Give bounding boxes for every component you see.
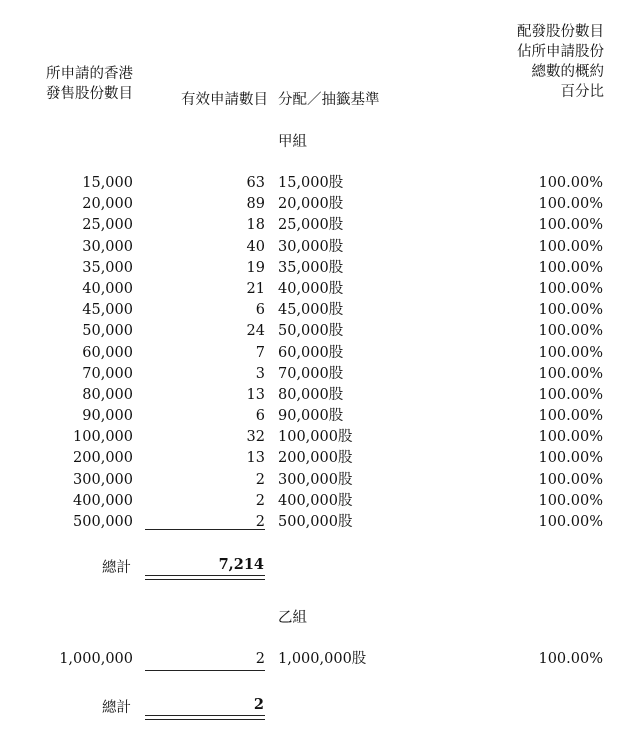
valid-applications-cell: 32 [246, 429, 265, 446]
table-row [0, 385, 630, 406]
table-row [0, 279, 630, 300]
header-approx-percentage-line2: 佔所申請股份 [517, 44, 604, 60]
valid-applications-cell: 2 [255, 492, 265, 509]
table-row [0, 343, 630, 364]
percentage-cell: 100.00% [538, 196, 603, 213]
percentage-cell: 100.00% [538, 217, 603, 234]
percentage-cell: 100.00% [538, 429, 603, 446]
valid-applications-cell: 6 [255, 302, 265, 319]
header-valid-applications: 有效申請數目 [181, 92, 268, 108]
basis-cell: 40,000股 [278, 280, 344, 297]
header-approx-percentage-line4: 百分比 [560, 84, 604, 100]
applied-shares-cell: 20,000 [82, 196, 133, 213]
basis-cell: 90,000股 [278, 408, 344, 425]
basis-cell: 80,000股 [278, 386, 344, 403]
group-b-table [0, 649, 630, 670]
group-a-title: 甲組 [278, 134, 307, 150]
percentage-cell: 100.00% [538, 408, 603, 425]
group-b-total-value: 2 [253, 696, 264, 713]
table-row [0, 194, 630, 215]
valid-applications-cell: 21 [246, 280, 265, 297]
header-applied-shares-line2: 發售股份數目 [46, 86, 133, 102]
percentage-cell: 100.00% [538, 175, 603, 191]
group-a-table [0, 173, 630, 533]
percentage-cell: 100.00% [538, 471, 603, 488]
percentage-cell: 100.00% [538, 450, 603, 467]
valid-applications-cell: 19 [246, 259, 265, 276]
basis-cell: 15,000股 [278, 175, 344, 191]
valid-applications-cell: 24 [246, 323, 265, 340]
applied-shares-cell: 300,000 [73, 471, 133, 488]
percentage-cell: 100.00% [538, 280, 603, 297]
valid-applications-cell: 7 [255, 344, 265, 361]
table-row [0, 237, 630, 258]
basis-cell: 1,000,000股 [278, 651, 367, 667]
basis-cell: 25,000股 [278, 217, 344, 234]
table-row [0, 427, 630, 448]
percentage-cell: 100.00% [538, 344, 603, 361]
table-row [0, 321, 630, 342]
valid-applications-cell: 40 [246, 238, 265, 255]
percentage-cell: 100.00% [538, 302, 603, 319]
table-row [0, 470, 630, 491]
applied-shares-cell: 100,000 [73, 429, 133, 446]
applied-shares-cell: 50,000 [82, 323, 133, 340]
percentage-cell: 100.00% [538, 259, 603, 276]
basis-cell: 30,000股 [278, 238, 344, 255]
percentage-cell: 100.00% [538, 365, 603, 382]
header-basis-of-allocation: 分配／抽籤基準 [278, 92, 380, 108]
valid-applications-cell: 89 [246, 196, 265, 213]
group-a-total-label: 總計 [102, 560, 131, 576]
header-approx-percentage-line3: 總數的概約 [531, 64, 604, 80]
table-row [0, 173, 630, 194]
percentage-cell: 100.00% [538, 492, 603, 509]
valid-applications-cell: 2 [255, 514, 265, 530]
valid-applications-cell: 63 [246, 175, 265, 191]
applied-shares-cell: 80,000 [82, 386, 133, 403]
applied-shares-cell: 30,000 [82, 238, 133, 255]
table-row [0, 300, 630, 321]
table-row [0, 649, 630, 670]
basis-cell: 400,000股 [278, 492, 353, 509]
table-row [0, 448, 630, 469]
basis-cell: 45,000股 [278, 302, 344, 319]
valid-applications-cell: 6 [255, 408, 265, 425]
applied-shares-cell: 45,000 [82, 302, 133, 319]
table-row [0, 406, 630, 427]
percentage-cell: 100.00% [538, 514, 603, 530]
applied-shares-cell: 200,000 [73, 450, 133, 467]
table-row [0, 258, 630, 279]
basis-cell: 300,000股 [278, 471, 353, 488]
valid-applications-cell: 2 [255, 471, 265, 488]
header-approx-percentage-line1: 配發股份數目 [517, 24, 604, 40]
table-row [0, 215, 630, 236]
percentage-cell: 100.00% [538, 323, 603, 340]
group-b-subtotal-rule [145, 670, 265, 671]
table-row [0, 512, 630, 533]
group-b-title: 乙組 [278, 610, 307, 626]
valid-applications-cell: 3 [255, 365, 265, 382]
applied-shares-cell: 400,000 [73, 492, 133, 509]
applied-shares-cell: 40,000 [82, 280, 133, 297]
basis-cell: 35,000股 [278, 259, 344, 276]
group-a-subtotal-rule [145, 529, 265, 530]
header-applied-shares-line1: 所申請的香港 [46, 66, 133, 82]
group-a-total-double-rule [145, 575, 265, 580]
valid-applications-cell: 13 [246, 386, 265, 403]
applied-shares-cell: 90,000 [82, 408, 133, 425]
basis-cell: 70,000股 [278, 365, 344, 382]
group-b-total-label: 總計 [102, 700, 131, 716]
header-applied-shares [30, 64, 133, 104]
basis-cell: 100,000股 [278, 429, 353, 446]
table-row [0, 364, 630, 385]
applied-shares-cell: 60,000 [82, 344, 133, 361]
valid-applications-cell: 18 [246, 217, 265, 234]
group-a-total-value: 7,214 [218, 556, 264, 573]
basis-cell: 50,000股 [278, 323, 344, 340]
percentage-cell: 100.00% [538, 238, 603, 255]
basis-cell: 500,000股 [278, 514, 353, 530]
applied-shares-cell: 15,000 [82, 175, 133, 191]
header-approx-percentage [470, 22, 604, 102]
valid-applications-cell: 2 [255, 651, 265, 667]
percentage-cell: 100.00% [538, 651, 603, 667]
applied-shares-cell: 35,000 [82, 259, 133, 276]
applied-shares-cell: 70,000 [82, 365, 133, 382]
basis-cell: 60,000股 [278, 344, 344, 361]
percentage-cell: 100.00% [538, 386, 603, 403]
basis-cell: 20,000股 [278, 196, 344, 213]
basis-cell: 200,000股 [278, 450, 353, 467]
group-b-total-double-rule [145, 715, 265, 720]
valid-applications-cell: 13 [246, 450, 265, 467]
table-row [0, 491, 630, 512]
applied-shares-cell: 1,000,000 [59, 651, 133, 667]
applied-shares-cell: 25,000 [82, 217, 133, 234]
applied-shares-cell: 500,000 [73, 514, 133, 530]
